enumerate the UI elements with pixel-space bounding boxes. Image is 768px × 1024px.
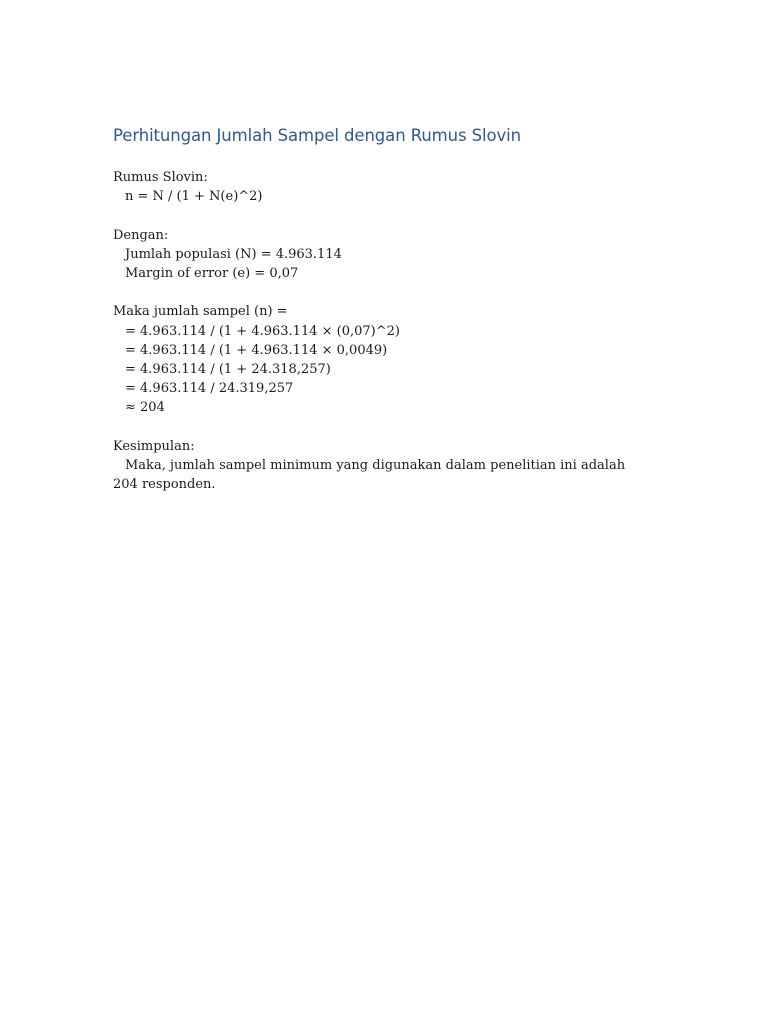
conclusion-text: Maka, jumlah sampel minimum yang digunakan dalam penelitian ini adalah 204 responden. <box>113 458 626 493</box>
calculation-section <box>113 302 653 417</box>
given-label: Dengan: <box>113 227 169 243</box>
formula-text: n = N / (1 + N(e)^2) <box>125 189 263 205</box>
given-section <box>113 226 653 284</box>
calculation-label: Maka jumlah sampel (n) = <box>113 304 288 320</box>
document-content <box>113 124 653 514</box>
formula-label: Rumus Slovin: <box>113 170 208 185</box>
formula-section <box>113 168 653 206</box>
conclusion-section <box>113 437 653 495</box>
conclusion-label: Kesimpulan: <box>113 438 195 454</box>
calculation-step: = 4.963.114 / 24.319,257 <box>125 381 294 397</box>
calculation-step: = 4.963.114 / (1 + 24.318,257) <box>125 362 331 377</box>
given-margin-of-error: Margin of error (e) = 0,07 <box>125 266 299 281</box>
calculation-step: = 4.963.114 / (1 + 4.963.114 × (0,07)^2) <box>125 323 400 339</box>
calculation-result: ≈ 204 <box>125 400 165 416</box>
given-population: Jumlah populasi (N) = 4.963.114 <box>125 246 342 262</box>
document-title: Perhitungan Jumlah Sampel dengan Rumus Slovin <box>113 126 522 145</box>
calculation-step: = 4.963.114 / (1 + 4.963.114 × 0,0049) <box>125 342 388 358</box>
